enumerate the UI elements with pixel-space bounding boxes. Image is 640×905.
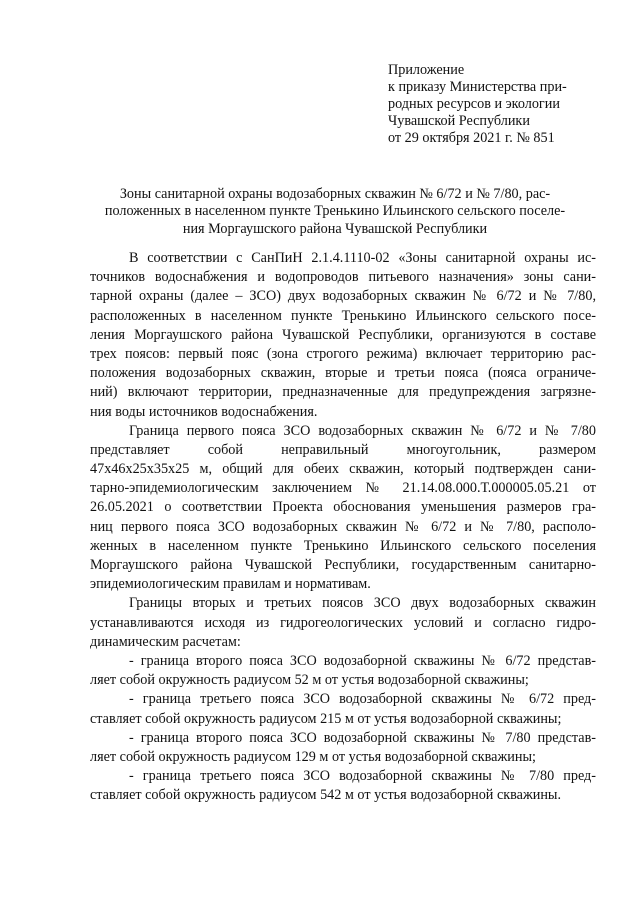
paragraph-line: динамическим расчетам: xyxy=(90,633,241,650)
paragraph-line: Границы вторых и третьих поясов ЗСО двух водозаборных скважин xyxy=(129,595,596,612)
paragraph-line: тарной охраны (далее – ЗСО) двух водозаборных скважин № 6/72 и № 7/80, xyxy=(90,288,596,305)
appendix-block xyxy=(388,62,588,147)
paragraph-line: Граница первого пояса ЗСО водозаборных скважин № 6/72 и № 7/80 xyxy=(129,422,596,439)
paragraph-line: ниц первого пояса ЗСО водозаборных скважин № 6/72 и № 7/80, располо- xyxy=(90,518,596,535)
appendix-line: к приказу Министерства при- xyxy=(388,79,567,95)
paragraph-line: ления Моргаушского района Чувашской Республики, организуются в составе xyxy=(90,326,596,343)
paragraph-line: точников водоснабжения и водопроводов питьевого назначения» зоны сани- xyxy=(90,269,596,286)
list-item-line: - граница третьего пояса ЗСО водозаборной скважины № 6/72 пред- xyxy=(129,691,596,708)
paragraph-line: трех поясов: первый пояс (зона строгого режима) включает территорию рас- xyxy=(90,345,596,362)
paragraph-line: 26.05.2021 о соответствии Проекта обоснования уменьшения размеров гра- xyxy=(90,499,596,516)
paragraph-line: ния воды источников водоснабжения. xyxy=(90,403,318,420)
paragraph-line: положения водозаборных скважин, вторые и третьи пояса (пояса ограниче- xyxy=(90,365,596,382)
list-item-line: - граница второго пояса ЗСО водозаборной скважины № 6/72 представ- xyxy=(129,652,596,669)
list-item-line: ставляет собой окружность радиусом 542 м от устья водозаборной скважины. xyxy=(90,787,562,804)
paragraph-line: представляет собой неправильный многоугольник, размером xyxy=(90,441,596,458)
title-line: положенных в населенном пункте Тренькино Ильинского сельского поселе- xyxy=(104,203,566,220)
paragraph-line: тарно-эпидемиологическим заключением № 21.14.08.000.Т.000005.05.21 от xyxy=(90,480,596,497)
list-item-line: ставляет собой окружность радиусом 215 м от устья водозаборной скважины; xyxy=(90,710,562,727)
paragraph-line: расположенных в населенном пункте Тренькино Ильинского сельского посе- xyxy=(90,307,596,324)
list-item-line: ляет собой окружность радиусом 129 м от устья водозаборной скважины; xyxy=(90,748,536,765)
paragraph-line: женных в населенном пункте Тренькино Ильинского сельского поселения xyxy=(90,537,596,554)
appendix-line: Чувашской Республики xyxy=(388,113,530,129)
paragraph-line: устанавливаются исходя из гидрогеологических условий и согласно гидро- xyxy=(90,614,596,631)
list-item-line: - граница второго пояса ЗСО водозаборной скважины № 7/80 представ- xyxy=(129,729,596,746)
document-title xyxy=(75,186,595,238)
paragraph-line: 47x46x25x35x25 м, общий для обеих скважин, который подтвержден сани- xyxy=(90,461,596,478)
document-body xyxy=(90,249,596,805)
appendix-line: родных ресурсов и экологии xyxy=(388,96,560,112)
paragraph-line: Моргаушского района Чувашской Республики, государственным санитарно- xyxy=(90,557,596,573)
paragraph-line: ний) включают территории, предназначенные для предупреждения загрязне- xyxy=(90,384,596,401)
paragraph-line: В соответствии с СанПиН 2.1.4.1110-02 «Зоны санитарной охраны ис- xyxy=(129,250,596,266)
list-item-line: - граница третьего пояса ЗСО водозаборной скважины № 7/80 пред- xyxy=(129,768,596,785)
title-line: Зоны санитарной охраны водозаборных скважин № 6/72 и № 7/80, рас- xyxy=(119,186,551,202)
paragraph-line: эпидемиологическим правилам и нормативам. xyxy=(90,576,371,593)
appendix-line: Приложение xyxy=(388,62,465,78)
list-item-line: ляет собой окружность радиусом 52 м от устья водозаборной скважины; xyxy=(90,672,529,689)
title-line: ния Моргаушского района Чувашской Республики xyxy=(182,220,488,237)
appendix-line: от 29 октября 2021 г. № 851 xyxy=(388,130,555,146)
